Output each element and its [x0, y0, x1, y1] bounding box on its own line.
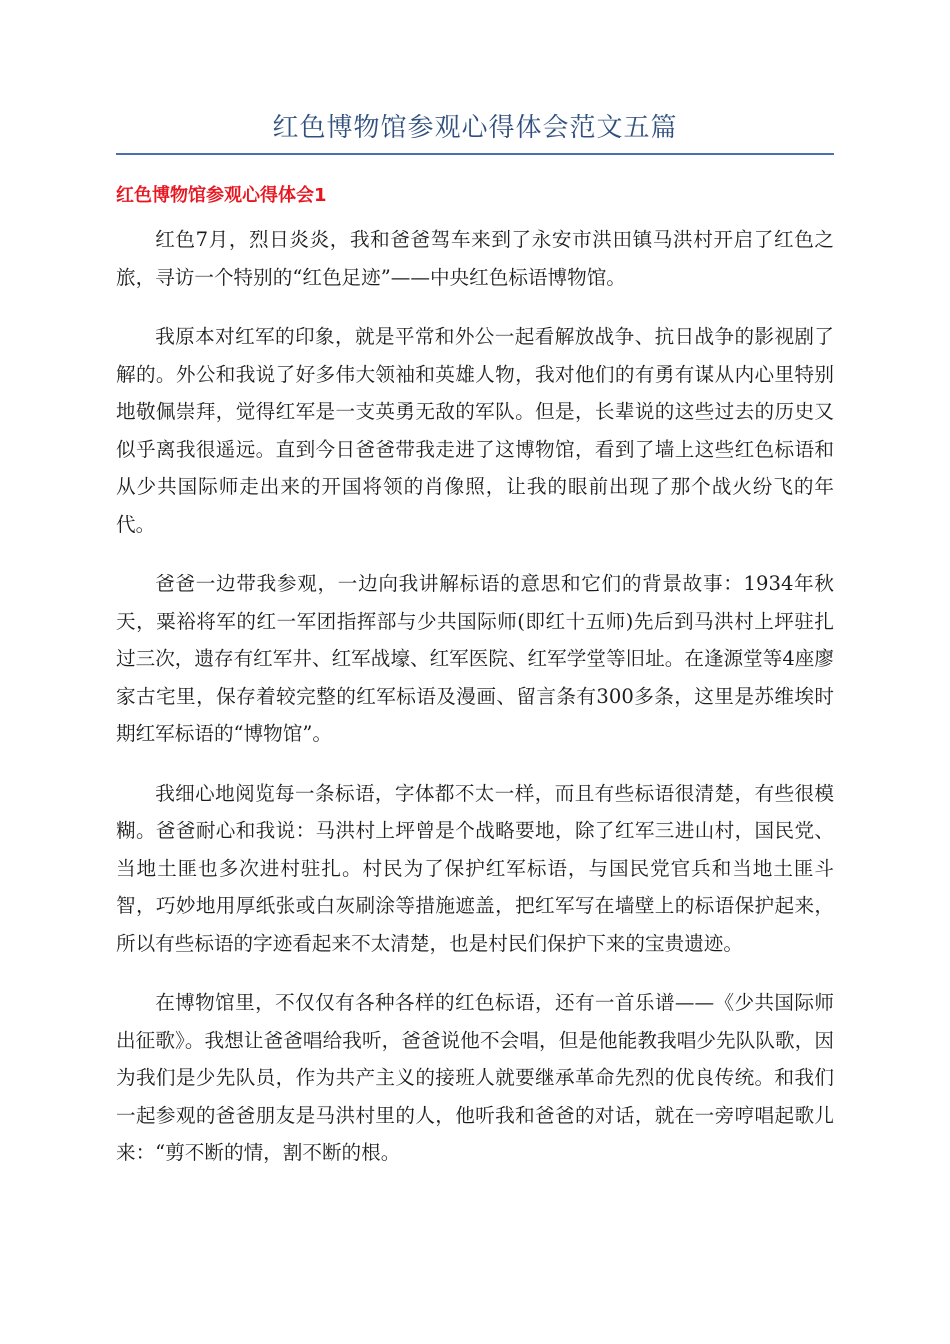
body-paragraph-4: 我细心地阅览每一条标语，字体都不太一样，而且有些标语很清楚，有些很模糊。爸爸耐心和我说：马洪村上坪曾是个战略要地，除了红军三进山村，国民党、当地土匪也多次进村驻扎。村民为了保护红军标语，与国民党官兵和当地土匪斗智，巧妙地用厚纸张或白灰刷涂等措施遮盖，把红军写在墙壁上的标语保护起来，所以有些标语的字迹看起来不太清楚，也是村民们保护下来的宝贵遗迹。 [116, 781, 834, 955]
body-paragraph-5: 在博物馆里，不仅仅有各种各样的红色标语，还有一首乐谱——《少共国际师出征歌》。我想让爸爸唱给我听，爸爸说他不会唱，但是他能教我唱少先队队歌，因为我们是少先队员，作为共产主义的接班人就要继承革命先烈的优良传统。和我们一起参观的爸爸朋友是马洪村里的人，他听我和爸爸的对话，就在一旁哼唱起歌儿来：“剪不断的情，割不断的根。 [116, 991, 834, 1164]
section-heading: 红色博物馆参观心得体会1 [116, 185, 327, 206]
body-paragraph-3: 爸爸一边带我参观，一边向我讲解标语的意思和它们的背景故事：1934年秋天，粟裕将军的红一军团指挥部与少共国际师(即红十五师)先后到马洪村上坪驻扎过三次，遗存有红军井、红军战壕、红军医院、红军学堂等旧址。在逢源堂等4座廖家古宅里，保存着较完整的红军标语及漫画、留言条有300多条，这里是苏维埃时期红军标语的“博物馆”。 [116, 572, 834, 745]
body-paragraph-2: 我原本对红军的印象，就是平常和外公一起看解放战争、抗日战争的影视剧了解的。外公和我说了好多伟大领袖和英雄人物，我对他们的有勇有谋从内心里特别地敬佩崇拜，觉得红军是一支英勇无敌的军队。但是，长辈说的这些过去的历史又似乎离我很遥远。直到今日爸爸带我走进了这博物馆，看到了墙上这些红色标语和从少共国际师走出来的开国将领的肖像照，让我的眼前出现了那个战火纷飞的年代。 [116, 325, 834, 536]
title-underline-divider [116, 153, 834, 155]
body-paragraph-1: 红色7月，烈日炎炎，我和爸爸驾车来到了永安市洪田镇马洪村开启了红色之旅，寻访一个特别的“红色足迹”——中央红色标语博物馆。 [116, 228, 834, 289]
document-title: 红色博物馆参观心得体会范文五篇 [272, 113, 678, 143]
document-body [116, 221, 834, 1194]
